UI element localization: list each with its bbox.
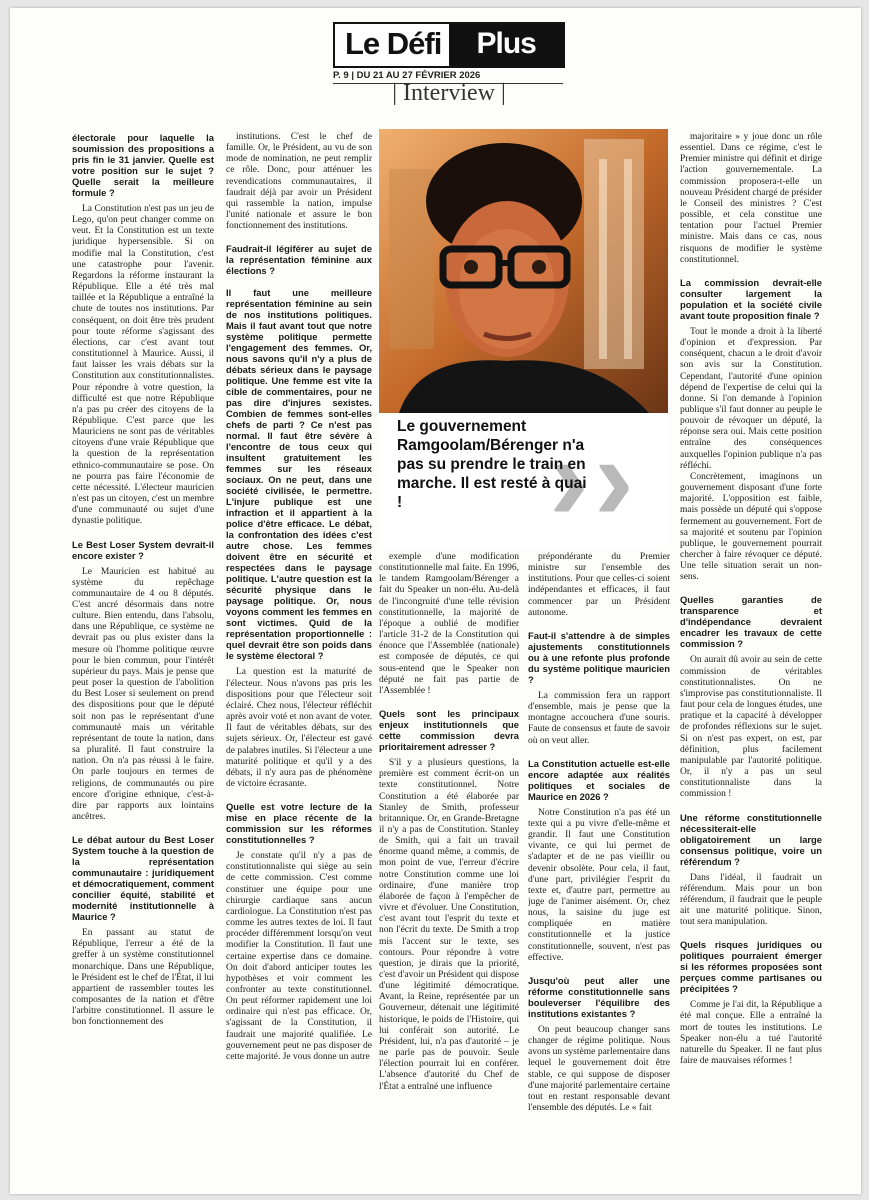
article-paragraph: La commission fera un rapport d'ensemble, mais je pense que la montagne accouchera d'une souris. Faute de consensus et faute de savoir où on veut aller.: [528, 690, 670, 746]
interview-question: Le Best Loser System devrait-il encore exister ?: [72, 538, 214, 561]
interview-question: Le débat autour du Best Loser System touche à la question de la représentation communautaire : juridiquement et démocratiquement, comment concilier équité, stabilité et modernité institutionnelle à Maurice ?: [72, 834, 214, 923]
article-column-5: [680, 132, 822, 1192]
interview-question: Faudrait-il légiférer au sujet de la représentation féminine aux élections ?: [226, 243, 372, 277]
newspaper-page: [10, 8, 861, 1194]
article-paragraph: Notre Constitution n'a pas été un texte qui a pu vivre d'elle-même et grandir. Il faut une Constitution vivante, ce qui lui permet de s'adapter et de ne pas vieillir ou devenir obsolète. Pour cela, il faut, d'une part, privilégier l'esprit du texte et, d'autre part, permettre au juge de l'animer aisément. Or, chez nous, la saisine du juge est compliquée en matière constitutionnelle et la justice constitutionnelle, souvent, n'est pas effective.: [528, 807, 670, 963]
issue-line: P. 9 | DU 21 AU 27 FÉVRIER 2026: [333, 70, 563, 84]
article-paragraph: Tout le monde a droit à la liberté d'opinion et d'expression. Par conséquent, chacun a le droit d'avoir son avis sur la Constitution. Cependant, l'autorité d'une opinion dépend de l'expertise de celui qui la donne. Si l'on demande à l'opinion publique s'il faut donner au peuple le pouvoir de révoquer un député, la réponse sera oui. Mais cette position entraîne des conséquences auxquelles l'opinion publique n'a pas réfléchi.: [680, 326, 822, 471]
interviewee-photo: [379, 129, 668, 413]
interview-question: Il faut une meilleure représentation féminine au sein de nos institutions politiques. Mais il faut avant tout que notre système politique permette l'engagement des femmes. Or, nous savons qu'il n'y a plus de débats sérieux dans le paysage politique. Une femme est vite la cible de commentaires, pour ne pas dire d'injures sexistes. Combien de femmes sont-elles chefs de parti ? Ce n'est pas normal. Il faut être sévère à l'encontre de tous ceux qui insultent gratuitement les femmes sur les réseaux sociaux. On ne peut, dans une société civilisée, le permettre. L'injure publique est une infraction et il appartient à la police d'être efficace. Le débat, la confrontation des idées c'est autre chose. Les femmes doivent être en sécurité et respectées dans le paysage politique. L'autre question est la sécurité physique dans le paysage politique. Or, nous voyons comment les femmes en sont victimes. Quid de la représentation proportionnelle : quel devrait être son poids dans le système électoral ?: [226, 287, 372, 662]
pull-quote: Le gouvernement Ramgoolam/Bérenger n'a pas su prendre le train en marche. Il est resté à quai !: [397, 418, 587, 511]
interview-question: Une réforme constitutionnelle nécessiterait-elle obligatoirement un large consensus politique, voire un référendum ?: [680, 811, 822, 867]
interview-question: Quels sont les principaux enjeux institutionnels que cette commission devra prioritairement adresser ?: [379, 708, 519, 753]
article-column-2: [226, 132, 372, 1192]
article-paragraph: On aurait dû avoir au sein de cette commission de véritables constitutionnalistes. On ne s'improvise pas constitutionnaliste. Il faut pour cela de longues études, une pratique et la capacité à développer de profondes réflexions sur le sujet. Si on n'est pas expert, on est, par définition, plus facilement manipulable par l'autorité politique. Or, il n'y a pas un seul constitutionnaliste dans la commission !: [680, 655, 822, 800]
portrait-illustration: [379, 129, 668, 413]
pull-quote-box: [379, 413, 668, 549]
article-column-3: [379, 552, 519, 1192]
interview-question: Quelle est votre lecture de la mise en place récente de la commission sur les réformes constitutionnelles ?: [226, 801, 372, 846]
article-paragraph: Concrètement, imaginons un gouvernement disposant d'une forte majorité. L'opposition est faible, mais possède un député qui s'oppose fermement au gouvernement. Fort de sa majorité et soutenu par l'opinion publique, le gouvernement pourrait chercher à faire révoquer ce député. Une telle situation serait un non-sens.: [680, 471, 822, 583]
interview-question: La commission devrait-elle consulter largement la population et la société civile avant toute proposition finale ?: [680, 276, 822, 321]
interview-question: La Constitution actuelle est-elle encore adaptée aux réalités politiques et sociales de Maurice en 2026 ?: [528, 757, 670, 802]
interview-question: Quels risques juridiques ou politiques pourraient émerger si les réformes proposées sont perçues comme partisanes ou précipitées ?: [680, 939, 822, 995]
article-paragraph: majoritaire » y joue donc un rôle essentiel. Dans ce régime, c'est le Premier ministre qui définit et dirige l'action gouvernementale. La commission proposera-t-elle un nouveau Président chargé de présider le Conseil des ministres ? C'est possible, et cela constitue une tentation pour l'actuel Premier ministre. Mais dans ce cas, nous risquons de modifier le système constitutionnel.: [680, 132, 822, 265]
article-column-1: [72, 132, 214, 1192]
interview-question: Jusqu'où peut aller une réforme constitutionnelle sans bouleverser l'équilibre des institutions existantes ?: [528, 974, 670, 1019]
section-title: | Interview |: [392, 80, 506, 106]
masthead-le-defi: Le Défi: [345, 26, 442, 61]
article-paragraph: Je constate qu'il n'y a pas de constitutionnaliste qui siège au sein de cette commission. C'est comme constituer une équipe pour une chirurgie cardiaque sans aucun cardiologue. La Constitution n'est pas comme les autres textes de loi. Il faut procéder différemment lorsqu'on veut modifier la Constitution. Il faut une certaine expertise dans ce domaine. On doit d'abord anticiper toutes les hypothèses et voir comment les confronter au texte constitutionnel. On peut réformer rapidement une loi ordinaire qui n'est pas efficace. Or, s'agissant de la Constitution, il faudrait une majorité qualifiée. Le gouvernement peut ne pas disposer de cette majorité. Je vous donne un autre: [226, 851, 372, 1062]
article-paragraph: institutions. C'est le chef de famille. Or, le Président, au vu de son mode de nomination, ne peut remplir ce rôle. Donc, pour atténuer les revendications communautaires, il faudrait déjà par avoir un Président qui rassemble la nation, impulse l'unité nationale et assure le bon fonctionnement des institutions.: [226, 132, 372, 232]
interview-question: Faut-il s'attendre à de simples ajustements constitutionnels ou à une refonte plus profonde du système politique mauricien ?: [528, 629, 670, 685]
article-paragraph: Dans l'idéal, il faudrait un référendum. Mais pour un bon référendum, il faudrait que le peuple ait une maturité politique. Sinon, tout sera manipulation.: [680, 872, 822, 928]
quote-chevron-icon: ›: [594, 412, 634, 546]
article-paragraph: En passant au statut de République, l'erreur a été de la greffer à un système constitutionnel monarchique. Dans une République, le Président est le chef de l'État, il lui appartient de rassembler toutes les composantes de la nation et d'être l'arbitre constitutionnel. Il assure le bon fonctionnement des: [72, 928, 214, 1028]
article-paragraph: Comme je l'ai dit, la République a été mal conçue. Elle a entraîné la mort de toutes les institutions. Le Speaker non-élu a tué l'autorité naturelle du Speaker. Il ne faut plus faire de mauvaises réformes !: [680, 1000, 822, 1067]
article-paragraph: On peut beaucoup changer sans changer de régime politique. Nous avons un système parlementaire dans lequel le gouvernement doit être stable, ce qui suppose de disposer d'une majorité parlementaire certaine tout en restant responsable devant l'ensemble des députés. Le « fait: [528, 1024, 670, 1113]
article-paragraph: La Constitution n'est pas un jeu de Lego, qu'on peut changer comme on veut. Et la Constitution est un texte juridique hypersensible. Si on modifie mal la Constitution, c'est une catastrophe pour l'avenir. Regardons la réforme instaurant la République. Elle a été très mal taillée et la République a entraîné la chute de toutes nos institutions. Par conséquent, on doit être très prudent pour toute réforme s'agissant des élections, car c'est avant tout constitutionnel à Maurice. Aussi, il faut laisser les vrais débats sur la Constitution aux constitutionnalistes. Pour répondre à votre question, la difficulté est que notre République n'a pas pu créer des citoyens de la République. C'est parce que les Mauriciens ne sont pas de véritables citoyens d'une vraie République que la question de la représentation ethnico-communautaire se pose. On ne pourra pas faire l'économie de cette nécessité. L'électeur mauricien n'est pas un citoyen, c'est un membre d'une communauté ou sujet d'une dynastie politique.: [72, 204, 214, 527]
article-paragraph: prépondérante du Premier ministre sur l'ensemble des institutions. Pour que celles-ci soient indépendantes et efficaces, il faut commencer par un Président autonome.: [528, 552, 670, 618]
article-paragraph: Le Mauricien est habitué au système du repêchage communautaire de 4 ou 8 députés. C'est ancré désormais dans notre culture. Bien entendu, dans l'absolu, dans une République, ce système ne devrait pas ou plus exister dans la mesure où l'homme politique œuvre pour le bien commun, pour l'intérêt supérieur du pays. Mais je pense que peut poser la question de l'abolition du Best Loser si seulement on prend des dispositions pour que le député soit non pas le représentant d'une communauté mais un véritable représentant de toute la nation, dans sa pluralité. Il faut construire la nation. On n'a pas réussi à le faire. On parle toujours en termes de religions, de communautés ou pire encore d'origine ethnique, c'est-à-dire par rapports aux lointains ancêtres.: [72, 566, 214, 822]
interview-question: Quelles garanties de transparence et d'indépendance devraient encadrer les travaux de cette commission ?: [680, 594, 822, 650]
article-paragraph: S'il y a plusieurs questions, la première est comment écrit-on un texte constitutionnel. Notre Constitution a été élaborée par Stanley de Smith, professeur britannique. Or, en Grande-Bretagne il n'y a pas de Constitution. Stanley de Smith, qui a fait un travail énorme quand même, a commis, de mon point de vue, l'erreur d'écrire notre Constitution comme une loi ordinaire, d'une manière trop élaborée de façon à l'empêcher de vivre et d'évoluer. Une Constitution, c'est avant tout l'esprit du texte et non l'écrit du texte. De Smith a trop mis l'accent sur le texte, ses contours. Pour répondre à votre question, je dirais que la priorité, c'est d'avoir un Président qui dispose d'une légitimité démocratique. Avant, la Reine, représentée par un Gouverneur, détenait une légitimité historique, le poids de l'Histoire, qui lui conférait son autorité. Le Président, lui, n'a pas d'autorité – je ne parle pas de pouvoir. Seule l'élection pourrait lui en conférer. L'absence d'autorité du Chef de l'État a entraîné une influence: [379, 758, 519, 1092]
interview-question: électorale pour laquelle la soumission des propositions a pris fin le 31 janvier. Quelle est votre position sur le sujet ? Quelle serait la meilleure formule ?: [72, 132, 214, 198]
article-paragraph: exemple d'une modification constitutionnelle mal faite. En 1996, le tandem Ramgoolam/Bérenger a fait du Speaker un non-élu. Au-delà de l'incongruité d'une telle révision constitutionnelle, la majorité de l'époque a oublié de modifier l'article 31-2 de la Constitution qui énonce que l'Assemblée (nationale) est composée de députés, ce qui sous-entend que le Speaker non député ne fait pas partie de l'Assemblée !: [379, 552, 519, 696]
newspaper-masthead: [333, 22, 565, 68]
article-paragraph: La question est la maturité de l'électeur. Nous n'avons pas pris les dispositions pour que l'électeur soit éclairé. Chez nous, l'électeur réfléchit après avoir voté et non avant de voter. Il faut de véritables débats, sur des sujets sérieux. Or, l'électeur est gavé de palabres inutiles. Si l'électeur a une maturité politique et qu'il y a des débats, il n'y aura pas de phénomène de victoire écrasante.: [226, 667, 372, 789]
quote-chevron-icon: ›: [549, 412, 589, 546]
masthead-plus: Plus: [449, 24, 563, 66]
article-column-4: [528, 552, 670, 1192]
